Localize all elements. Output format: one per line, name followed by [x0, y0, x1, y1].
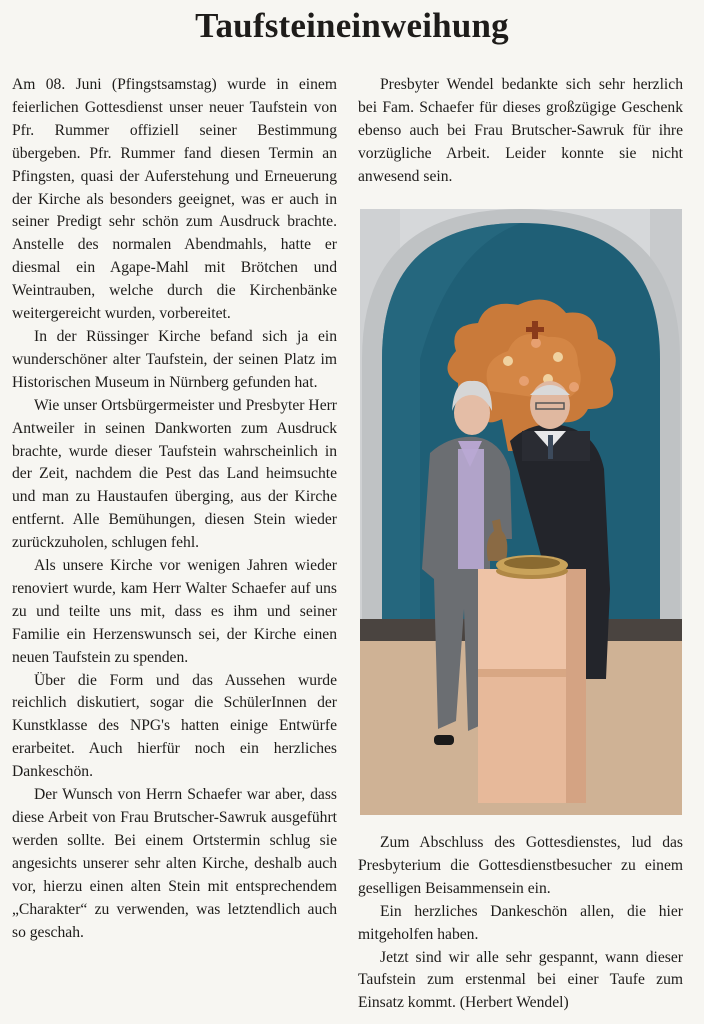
- baptismal-font: [478, 555, 586, 803]
- paragraph: Über die Form und das Aussehen wurde reichlich diskutiert, sogar die SchülerInnen der Kunstklasse des NPG's hatten einige Entwürfe erarbeitet. Auch hierfür noch ein herzliches Dankeschön.: [12, 671, 337, 781]
- baptismal-font-photo: [360, 209, 682, 815]
- right-column-top: [358, 74, 683, 189]
- paragraph: Wie unser Ortsbürgermeister und Presbyter Herr Antweiler in seinen Dankworten zum Ausdruck brachte, wurde dieser Taufstein wahrscheinlich in der Zeit, nachdem die Pest das Land heimsuchte und man zu Haustaufen überging, aus der Kirche entfernt. Alle Bemühungen, diesen Stein wieder zurückzuholen, schlugen fehl.: [12, 396, 337, 552]
- right-column-bottom: [358, 832, 683, 1015]
- paragraph: Presbyter Wendel bedankte sich sehr herzlich bei Fam. Schaefer für dieses großzügige Geschenk ebenso auch bei Frau Brutscher-Sawruk für ihre vorzügliche Arbeit. Leider konnte sie nicht anwesend sein.: [358, 76, 683, 185]
- paragraph: Am 08. Juni (Pfingstsamstag) wurde in einem feierlichen Gottesdienst unser neuer Taufstein von Pfr. Rummer offiziell seiner Bestimmung übergeben. Pfr. Rummer fand diesen Termin an Pfingsten, quasi der Auferstehung und Erneuerung der Kirche als besonders geeignet, was er auch in seiner Predigt sehr schön zum Ausdruck brachte. Anstelle des normalen Abendmahls, hatte er diesmal ein Agape-Mahl mit Brötchen und Weintrauben, welche durch die Kirchenbänke weitergereicht wurden, vorbereitet.: [12, 76, 337, 323]
- paragraph: Zum Abschluss des Gottesdienstes, lud das Presbyterium die Gottesdienstbesucher zu einem geselligen Beisammensein ein.: [358, 834, 683, 897]
- paragraph: Der Wunsch von Herrn Schaefer war aber, dass diese Arbeit von Frau Brutscher-Sawruk ausgeführt werden sollte. Bei einem Ortstermin schlug sie angesichts unserer sehr alten Kirche, deshalb auch vor, hierzu einen alten Stein mit entsprechendem „Charakter“ zu verwenden, was letztendlich auch so geschah.: [12, 786, 337, 941]
- paragraph: Jetzt sind wir alle sehr gespannt, wann dieser Taufstein zum erstenmal bei einer Taufe zum Einsatz kommt. (Herbert Wendel): [358, 948, 683, 1012]
- paragraph: Als unsere Kirche vor wenigen Jahren wieder renoviert wurde, kam Herr Walter Schaefer auf uns zu und teilte uns mit, dass es ihm und seiner Familie ein Herzenswunsch sei, der Kirche einen neuen Taufstein zu spenden.: [12, 557, 337, 666]
- paragraph: In der Rüssinger Kirche befand sich ja ein wunderschöner alter Taufstein, der seinen Platz im Historischen Museum in Nürnberg gefunden hat.: [12, 327, 337, 391]
- left-column: [12, 74, 337, 944]
- article-title: Taufsteineinweihung: [195, 6, 509, 45]
- paragraph: Ein herzliches Dankeschön allen, die hier mitgeholfen haben.: [358, 902, 683, 943]
